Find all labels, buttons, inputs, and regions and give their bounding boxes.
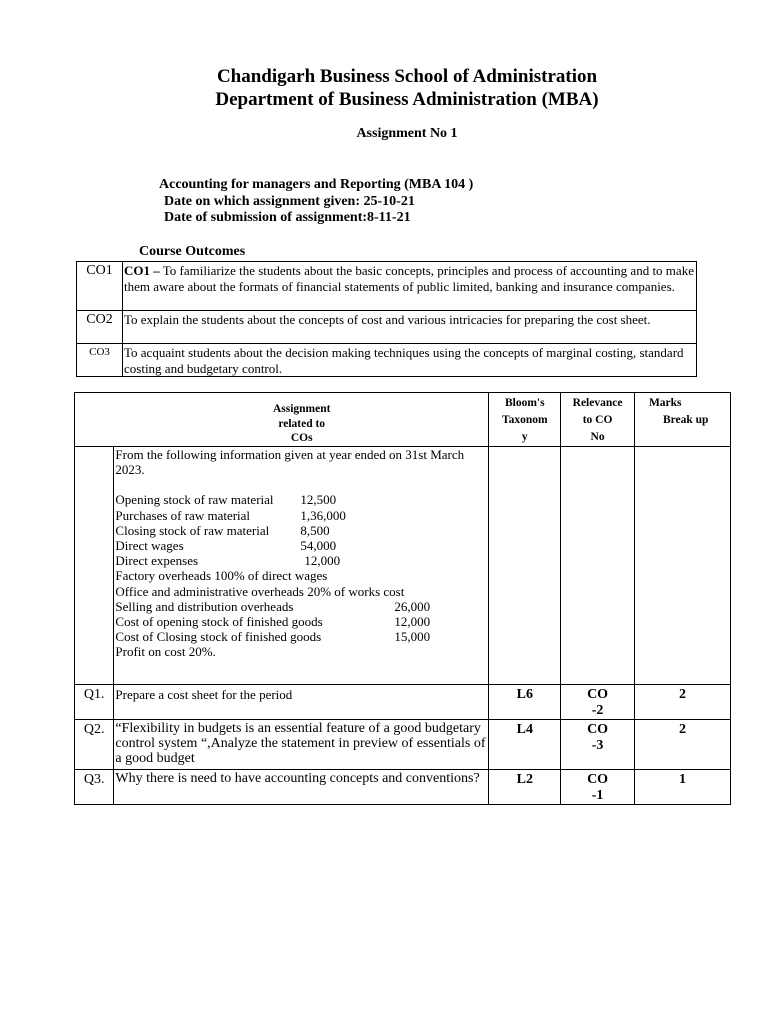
co-relevance: CO -3 xyxy=(561,719,635,769)
question-number: Q2. xyxy=(75,719,114,769)
co-relevance: CO -1 xyxy=(561,769,635,804)
co-description: To explain the students about the concepts of cost and various intricacies for preparing the cost sheet. xyxy=(123,311,697,344)
date-submission: Date of submission of assignment:8-11-21 xyxy=(164,210,411,225)
co-code: CO3 xyxy=(77,344,123,377)
given-data xyxy=(114,447,489,685)
given-item: Cost of opening stock of finished goods 12,000 xyxy=(115,614,431,630)
bloom-level: L6 xyxy=(489,684,561,719)
course-outcomes-table xyxy=(76,261,697,377)
bloom-level: L4 xyxy=(489,719,561,769)
question-row xyxy=(75,684,731,719)
question-number: Q3. xyxy=(75,769,114,804)
co-row xyxy=(77,344,697,377)
given-item: Office and administrative overheads 20% of works cost xyxy=(115,583,405,599)
header-relevance: Relevance to CO No xyxy=(561,393,635,447)
given-item: Direct expenses 12,000 xyxy=(115,553,341,569)
question-text: “Flexibility in budgets is an essential feature of a good budgetary control system “,Analyze the statement in preview of essentials of a good budget xyxy=(114,719,489,769)
department-title: Department of Business Administration (MBA) xyxy=(215,89,599,110)
marks: 1 xyxy=(634,769,730,804)
course-outcomes-heading: Course Outcomes xyxy=(139,244,246,259)
date-given: Date on which assignment given: 25-10-21 xyxy=(164,194,415,209)
given-item: Cost of Closing stock of finished goods 15,000 xyxy=(115,629,431,645)
co-description: To acquaint students about the decision making techniques using the concepts of marginal costing, standard costing and budgetary control. xyxy=(123,344,697,377)
question-row xyxy=(75,719,731,769)
question-number: Q1. xyxy=(75,684,114,719)
co-description xyxy=(123,262,697,311)
co-relevance: CO -2 xyxy=(561,684,635,719)
institution-title: Chandigarh Business School of Administration xyxy=(216,66,598,87)
co-text: To familiarize the students about the basic concepts, principles and process of accounting and to make them aware about the formats of financial statements of public limited, banking and insurance companies. xyxy=(124,263,694,294)
assignment-table xyxy=(74,392,731,805)
marks: 2 xyxy=(634,684,730,719)
given-item: Profit on cost 20%. xyxy=(115,644,216,660)
given-item: Direct wages 54,000 xyxy=(115,538,337,554)
co-code: CO2 xyxy=(77,311,123,344)
header-row xyxy=(75,393,731,447)
question-text: Why there is need to have accounting concepts and conventions? xyxy=(114,769,489,804)
question-row xyxy=(75,769,731,804)
given-item: Factory overheads 100% of direct wages xyxy=(115,568,328,584)
assignment-number: Assignment No 1 xyxy=(356,126,458,141)
bloom-level: L2 xyxy=(489,769,561,804)
given-item: Opening stock of raw material 12,500 xyxy=(115,492,337,508)
co-label: CO1 – xyxy=(124,263,160,278)
given-intro: From the following information given at year ended on 31st March 2023. xyxy=(115,447,465,478)
given-item: Selling and distribution overheads 26,000 xyxy=(115,598,431,614)
co-row xyxy=(77,311,697,344)
given-item: Purchases of raw material 1,36,000 xyxy=(115,507,346,523)
header-assignment: Assignment related to COs xyxy=(75,393,489,447)
marks: 2 xyxy=(634,719,730,769)
given-item: Closing stock of raw material 8,500 xyxy=(115,522,330,538)
question-text: Prepare a cost sheet for the period xyxy=(114,684,489,719)
header-marks: Marks Break up xyxy=(634,393,730,447)
subject-line: Accounting for managers and Reporting (MBA 104 ) xyxy=(159,177,474,192)
given-data-row xyxy=(75,447,731,685)
header-bloom: Bloom's Taxonom y xyxy=(489,393,561,447)
co-code: CO1 xyxy=(77,262,123,311)
co-row xyxy=(77,262,697,311)
